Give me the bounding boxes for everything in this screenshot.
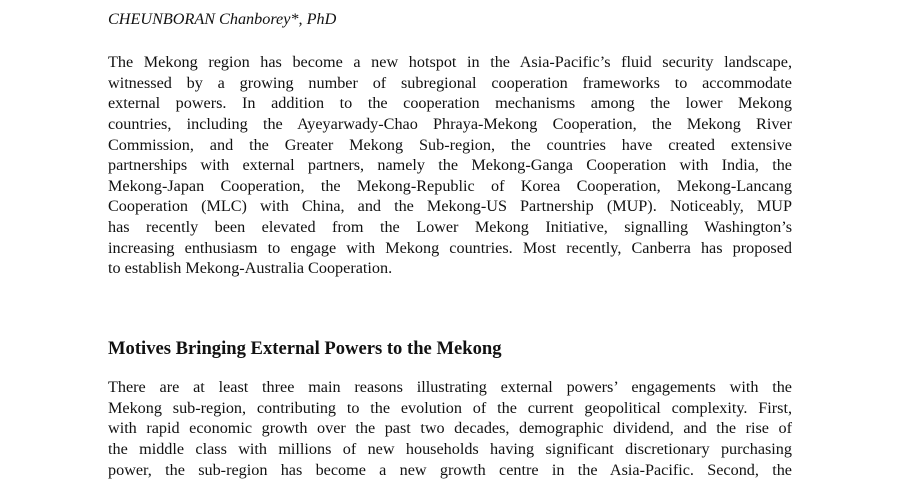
author-line: CHEUNBORAN Chanborey*, PhD bbox=[108, 10, 337, 28]
section-line: Mekong sub-region, contributing to the evolution of the current geopolitical complexity. First, bbox=[108, 398, 792, 417]
intro-line: countries, including the Ayeyarwady-Chao Phraya-Mekong Cooperation, the Mekong River bbox=[108, 114, 792, 133]
intro-line: has recently been elevated from the Lower Mekong Initiative, signalling Washington’s bbox=[108, 218, 792, 237]
intro-line: Commission, and the Greater Mekong Sub-region, the countries have created extensive bbox=[108, 135, 792, 154]
intro-line: external powers. In addition to the cooperation mechanisms among the lower Mekong bbox=[108, 94, 792, 113]
intro-line: The Mekong region has become a new hotspot in the Asia-Pacific’s fluid security landscape, bbox=[108, 53, 792, 71]
intro-paragraph bbox=[108, 52, 792, 279]
intro-line: to establish Mekong-Australia Cooperation. bbox=[108, 259, 393, 278]
section-line: with rapid economic growth over the past two decades, demographic dividend, and the rise of bbox=[108, 419, 792, 438]
intro-line: partnerships with external partners, namely the Mekong-Ganga Cooperation with India, the bbox=[108, 156, 792, 175]
section-heading: Motives Bringing External Powers to the Mekong bbox=[108, 338, 502, 359]
intro-line: Mekong-Japan Cooperation, the Mekong-Republic of Korea Cooperation, Mekong-Lancang bbox=[108, 176, 792, 195]
intro-line: Cooperation (MLC) with China, and the Mekong-US Partnership (MUP). Noticeably, MUP bbox=[108, 197, 792, 216]
intro-line: increasing enthusiasm to engage with Mekong countries. Most recently, Canberra has proposed bbox=[108, 238, 792, 257]
intro-line: witnessed by a growing number of subregional cooperation frameworks to accommodate bbox=[108, 73, 792, 92]
section-line: the middle class with millions of new households having significant discretionary purchasing bbox=[108, 439, 792, 458]
section-paragraph bbox=[108, 377, 792, 480]
section-line: There are at least three main reasons illustrating external powers’ engagements with the bbox=[108, 378, 792, 396]
section-line: power, the sub-region has become a new growth centre in the Asia-Pacific. Second, the bbox=[108, 460, 792, 479]
